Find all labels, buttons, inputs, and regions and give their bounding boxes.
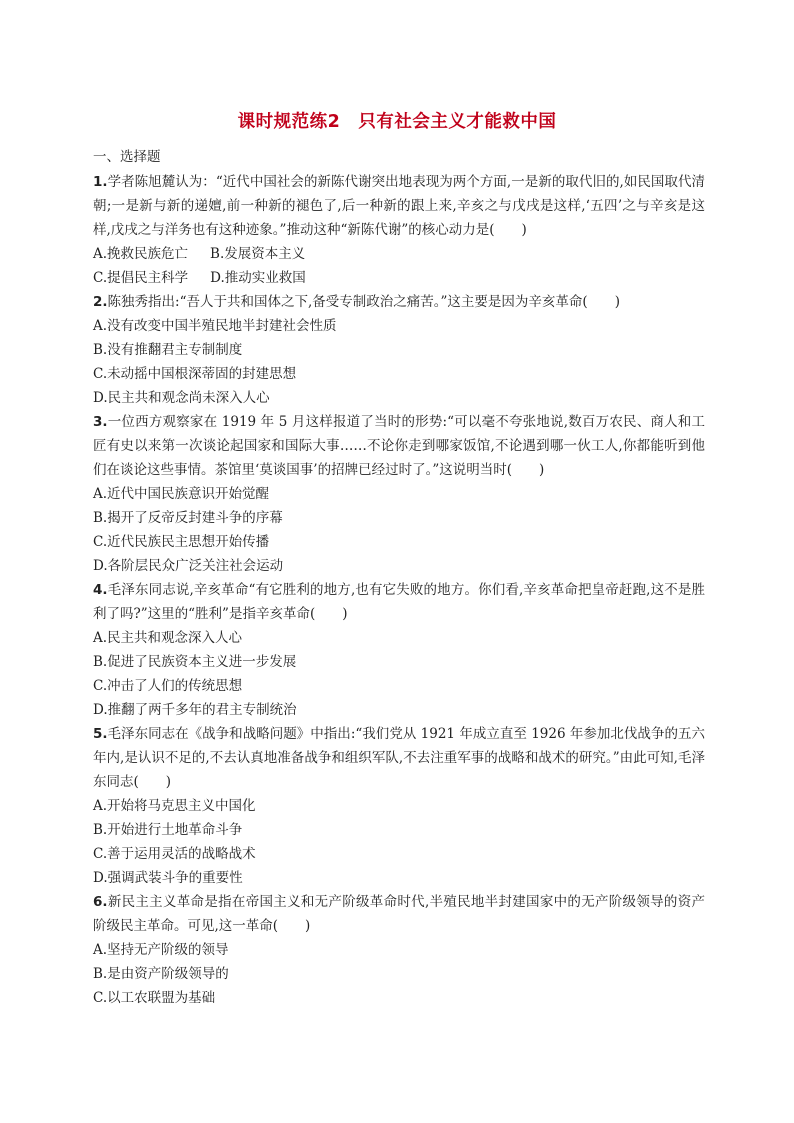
question-text: 新民主主义革命是指在帝国主义和无产阶级革命时代,半殖民地半封建国家中的无产阶级领导的资产阶级民主革命。可见,这一革命( ) [93, 894, 705, 934]
option-c: C.提倡民主科学 [93, 270, 189, 286]
option-b: B.开始进行土地革命斗争 [93, 822, 243, 838]
question-stem [93, 170, 705, 242]
option-d: D.各阶层民众广泛关注社会运动 [93, 558, 284, 574]
option-d: D.民主共和观念尚未深入人心 [93, 390, 270, 406]
option-row [93, 266, 705, 290]
question-3 [93, 410, 705, 578]
option-a: A.挽救民族危亡 [93, 246, 189, 262]
question-number: 6. [93, 894, 108, 910]
question-4 [93, 578, 705, 722]
option-b: B.没有推翻君主专制制度 [93, 342, 243, 358]
question-stem [93, 290, 705, 314]
page-title: 课时规范练2 只有社会主义才能救中国 [237, 112, 557, 132]
option-c: C.善于运用灵活的战略战术 [93, 846, 256, 862]
option-d: D.推动实业救国 [210, 270, 306, 286]
option-row [93, 242, 705, 266]
section-heading: 一、选择题 [93, 149, 161, 165]
question-text: 毛泽东同志说,辛亥革命“有它胜利的地方,也有它失败的地方。你们看,辛亥革命把皇帝赶跑,这不是胜利了吗?”这里的“胜利”是指辛亥革命( ) [93, 582, 705, 622]
question-text: 陈独秀指出:“吾人于共和国体之下,备受专制政治之痛苦。”这主要是因为辛亥革命( ) [107, 294, 620, 310]
question-stem [93, 410, 705, 482]
question-number: 2. [93, 294, 108, 310]
option-a: A.开始将马克思主义中国化 [93, 798, 256, 814]
question-stem [93, 722, 705, 794]
question-list [93, 146, 705, 1010]
option-a: A.坚持无产阶级的领导 [93, 942, 229, 958]
option-a: A.没有改变中国半殖民地半封建社会性质 [93, 318, 337, 334]
option-c: C.冲击了人们的传统思想 [93, 678, 243, 694]
question-1 [93, 170, 705, 290]
option-a: A.民主共和观念深入人心 [93, 630, 243, 646]
option-b: B.是由资产阶级领导的 [93, 966, 229, 982]
question-stem [93, 890, 705, 938]
question-5 [93, 722, 705, 890]
question-number: 3. [93, 414, 108, 430]
question-number: 4. [93, 582, 108, 598]
option-d: D.推翻了两千多年的君主专制统治 [93, 702, 297, 718]
option-c: C.以工农联盟为基础 [93, 990, 216, 1006]
option-c: C.未动摇中国根深蒂固的封建思想 [93, 366, 297, 382]
question-text: 毛泽东同志在《战争和战略问题》中指出:“我们党从 1921 年成立直至 1926 年参加北伐战争的五六年内,是认识不足的,不去认真地准备战争和组织军队,不去注重军事的战略和战术的研究。”由此可知,毛泽东同志( ) [93, 726, 705, 790]
option-b: B.促进了民族资本主义进一步发展 [93, 654, 297, 670]
option-b: B.揭开了反帝反封建斗争的序幕 [93, 510, 283, 526]
question-2 [93, 290, 705, 410]
question-text: 学者陈旭麓认为：“近代中国社会的新陈代谢突出地表现为两个方面,一是新的取代旧的,如民国取代清朝;一是新与新的递嬗,前一种新的褪色了,后一种新的跟上来,辛亥之与戊戌是这样,‘五四’之与辛亥是这样,戊戌之与洋务也有这种迹象。”推动这种“新陈代谢”的核心动力是( ) [93, 174, 705, 238]
question-text: 一位西方观察家在 1919 年 5 月这样报道了当时的形势:“可以毫不夸张地说,数百万农民、商人和工匠有史以来第一次谈论起国家和国际大事……不论你走到哪家饭馆,不论遇到哪一伙工人,你都能听到他们在谈论这些事情。茶馆里‘莫谈国事’的招牌已经过时了。”这说明当时( ) [93, 414, 705, 478]
option-b: B.发展资本主义 [210, 246, 306, 262]
question-6 [93, 890, 705, 1010]
option-d: D.强调武装斗争的重要性 [93, 870, 243, 886]
option-a: A.近代中国民族意识开始觉醒 [93, 486, 270, 502]
question-number: 5. [93, 726, 108, 742]
question-stem [93, 578, 705, 626]
option-c: C.近代民族民主思想开始传播 [93, 534, 270, 550]
question-number: 1. [93, 174, 108, 190]
